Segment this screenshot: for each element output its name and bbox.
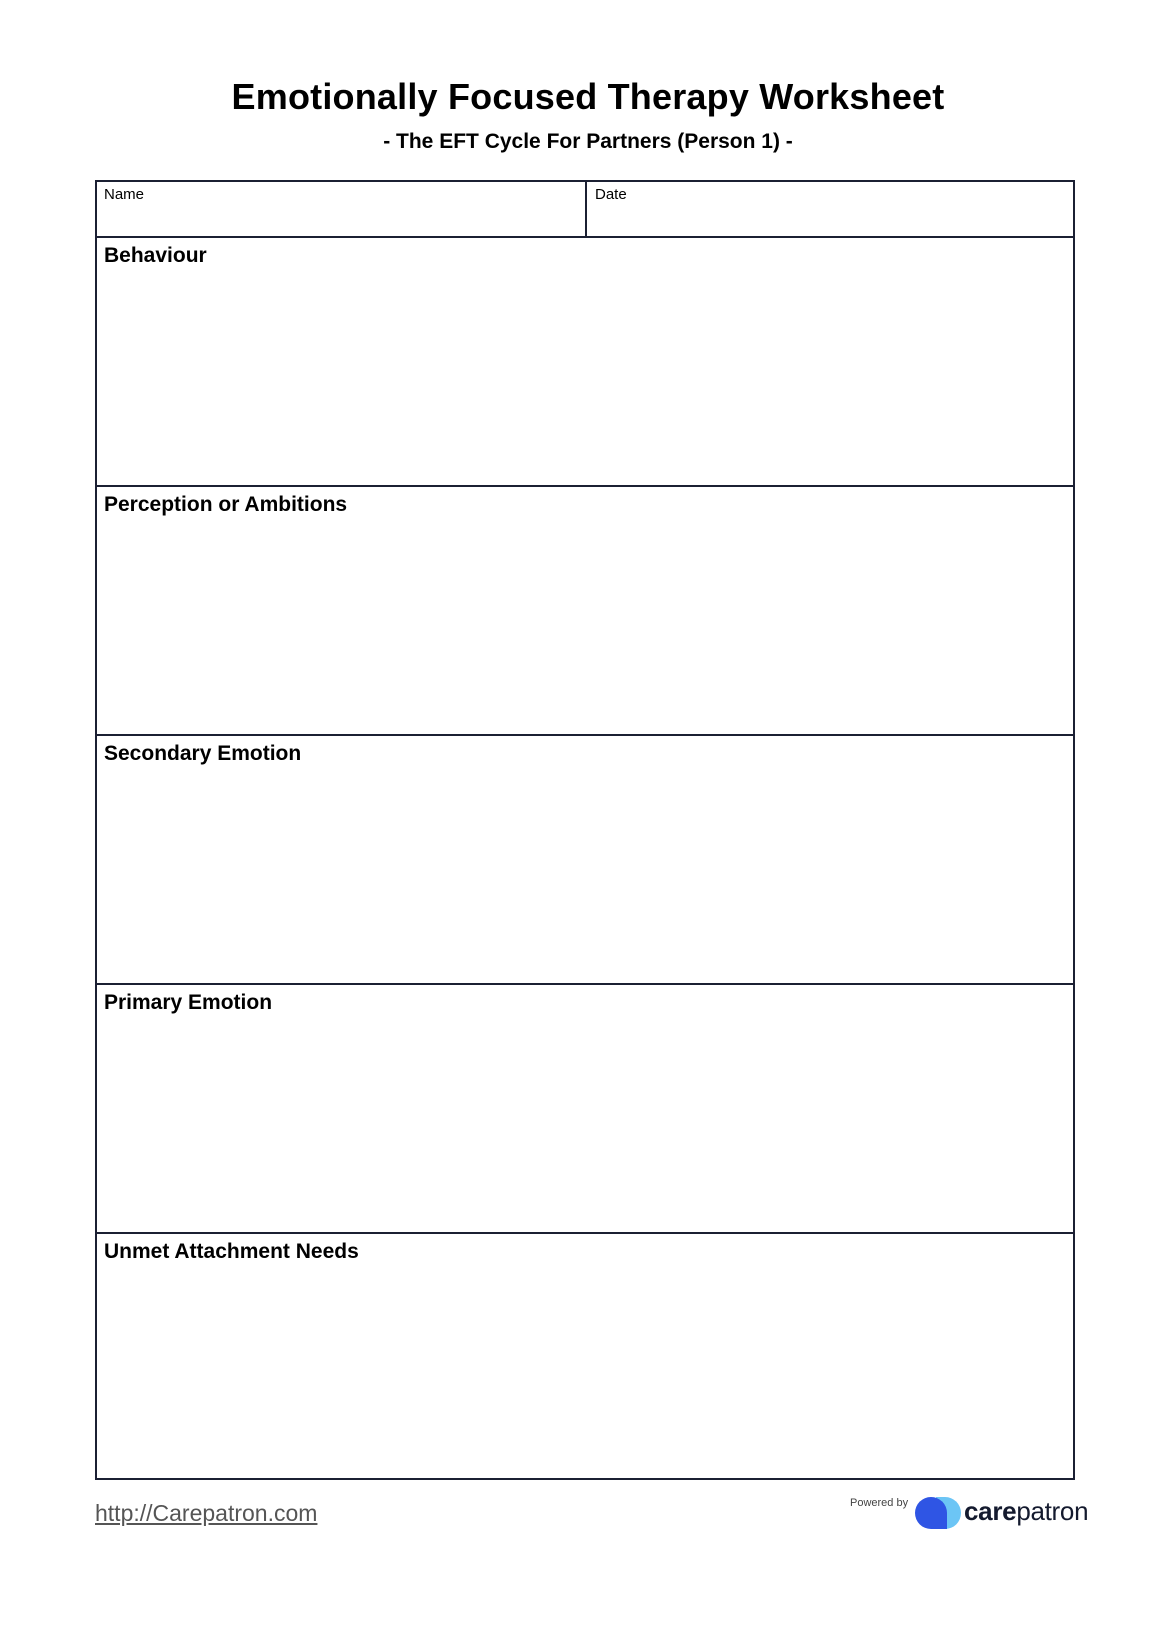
carepatron-logo-icon [914,1496,962,1530]
header-row [97,182,1073,238]
section-title: Perception or Ambitions [104,493,348,516]
section-title: Unmet Attachment Needs [104,1240,359,1263]
name-field[interactable] [97,182,587,236]
date-field[interactable] [587,182,1075,236]
date-label: Date [595,186,627,203]
brand-name-regular: patron [1016,1496,1089,1526]
section-unmet-attachment-needs[interactable] [97,1234,1073,1483]
brand-name-bold: care [964,1496,1017,1526]
worksheet-title: Emotionally Focused Therapy Worksheet [231,76,945,117]
section-perception-or-ambitions[interactable] [97,487,1073,736]
section-secondary-emotion[interactable] [97,736,1073,985]
carepatron-link[interactable]: http://Carepatron.com [95,1500,318,1526]
worksheet-subtitle: - The EFT Cycle For Partners (Person 1) - [383,130,793,153]
section-title: Behaviour [104,244,207,267]
name-label: Name [104,186,145,203]
carepatron-brand-name [964,1496,1088,1527]
section-title: Primary Emotion [104,991,273,1014]
section-primary-emotion[interactable] [97,985,1073,1234]
powered-by-label: Powered by [850,1497,909,1509]
section-title: Secondary Emotion [104,742,302,765]
section-behaviour[interactable] [97,238,1073,487]
worksheet-form [95,180,1075,1480]
